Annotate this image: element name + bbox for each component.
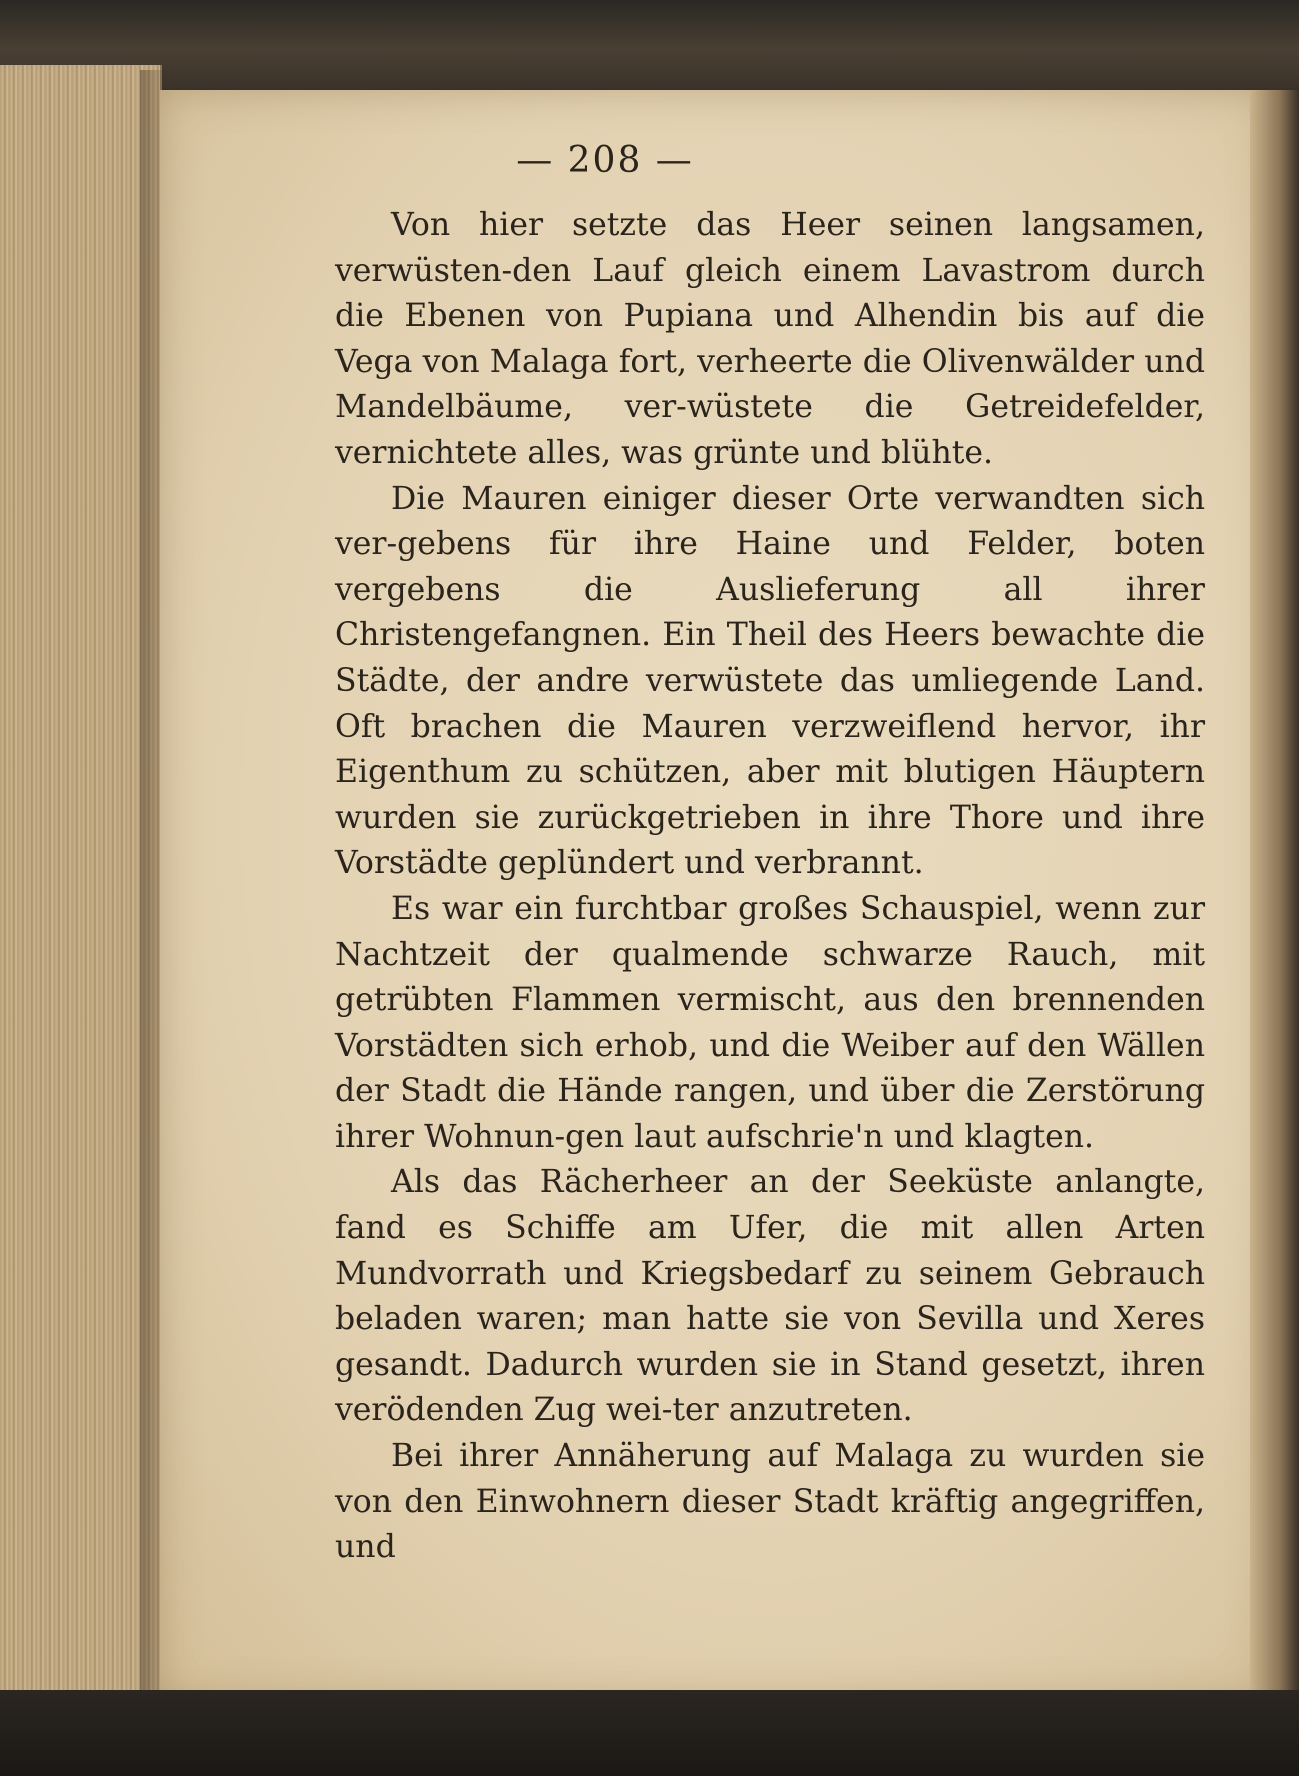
page-text xyxy=(335,203,1205,1571)
book-cover-bottom xyxy=(0,1690,1299,1776)
paragraph-4: Als das Rächerheer an der Seeküste anlangte, fand es Schiffe am Ufer, die mit allen Arten Mundvorrath und Kriegsbedarf zu seinem Gebrauch beladen waren; man hatte sie von Sevilla und Xeres gesandt. Dadurch wurden sie in Stand gesetzt, ihren verödenden Zug wei-ter anzutreten. xyxy=(335,1164,1205,1429)
page-stack-edge xyxy=(0,65,162,1705)
page-edge-right xyxy=(1250,90,1299,1700)
page-number: — 208 — xyxy=(516,140,694,181)
paragraph-2: Die Mauren einiger dieser Orte verwandten sich ver-gebens für ihre Haine und Felder, boten vergebens die Auslieferung all ihrer Christengefangnen. Ein Theil des Heers bewachte die Städte, der andre verwüstete das umliegende Land. Oft brachen die Mauren verzweiflend hervor, ihr Eigenthum zu schützen, aber mit blutigen Häuptern wurden sie zurückgetrieben in ihre Thore und ihre Vorstädte geplündert und verbrannt. xyxy=(335,480,1205,882)
paragraph-3: Es war ein furchtbar großes Schauspiel, wenn zur Nachtzeit der qualmende schwarze Rauch, mit getrübten Flammen vermischt, aus den brennenden Vorstädten sich erhob, und die Weiber auf den Wällen der Stadt die Hände rangen, und über die Zerstörung ihrer Wohnun-gen laut aufschrie'n und klagten. xyxy=(335,890,1205,1155)
book-cover-top xyxy=(0,0,1299,90)
paragraph-1: Von hier setzte das Heer seinen langsamen, verwüsten-den Lauf gleich einem Lavastrom durch die Ebenen von Pupiana und Alhendin bis auf die Vega von Malaga fort, verheerte die Olivenwälder und Mandelbäume, ver-wüstete die Getreidefelder, vernichtete alles, was grünte und blühte. xyxy=(335,207,1205,471)
page-content xyxy=(335,140,1205,1571)
paragraph-5: Bei ihrer Annäherung auf Malaga zu wurden sie von den Einwohnern dieser Stadt kräftig angegriffen, und xyxy=(335,1438,1205,1566)
